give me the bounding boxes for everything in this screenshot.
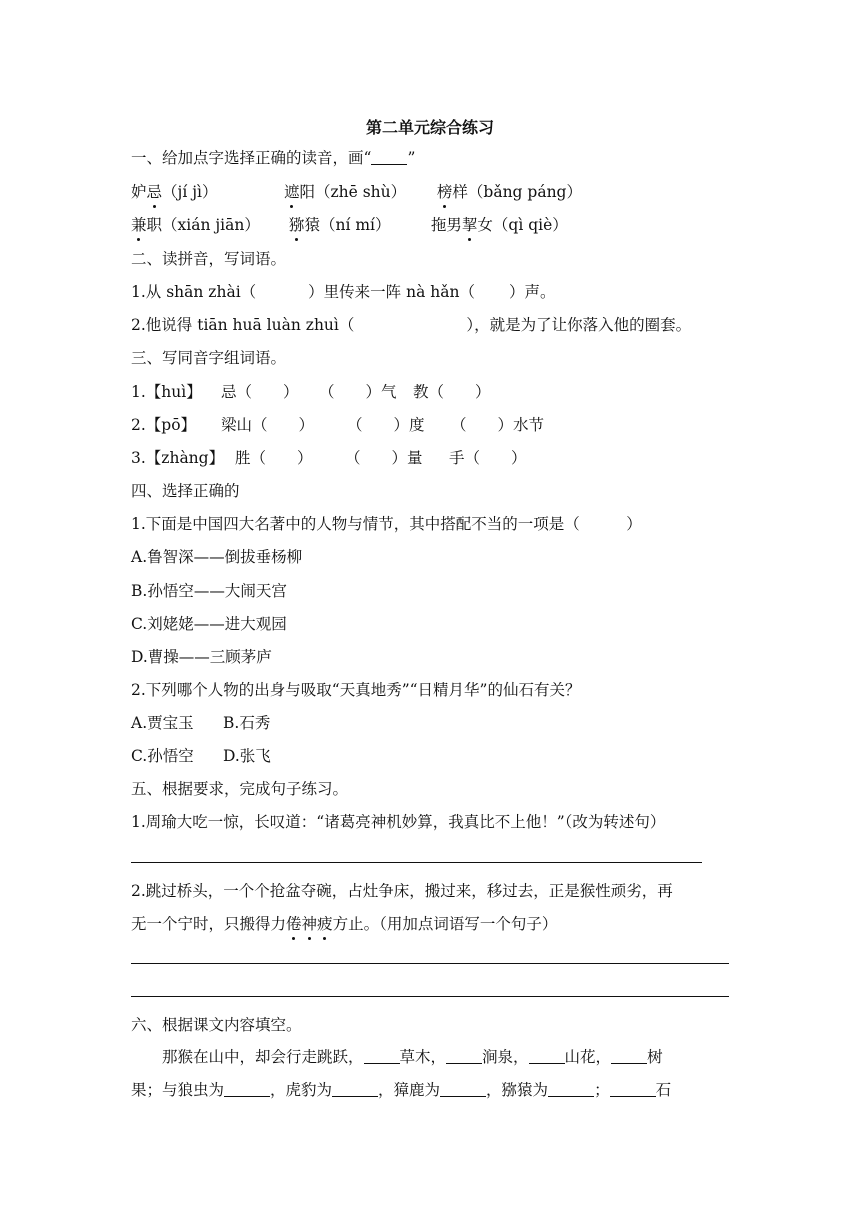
homophone-row-2: [131, 414, 544, 436]
section-1-heading-text: 一、给加点字选择正确的读音，画“: [131, 149, 372, 167]
answer-blank[interactable]: [364, 1047, 400, 1064]
answer-blank[interactable]: [610, 1080, 656, 1097]
section-3-heading: 三、写同音字组词语。: [131, 349, 287, 367]
dotted-char: 倦: [286, 915, 302, 933]
fill-word: （ ）度: [347, 416, 425, 434]
section-1-row-2: [131, 214, 568, 236]
passage-text: 果；与狼虫为: [131, 1081, 225, 1099]
word-post: 阳: [299, 183, 315, 201]
q-text: ），就是为了让你落入他的圈套。: [466, 316, 692, 334]
sentence-question-2-line-1: 2.跳过桥头，一个个抢盆夺碗，占灶争床，搬过来，移过去，正是猴性顽劣，再: [131, 882, 673, 900]
pinyin-options: （bǎng páng）: [467, 183, 582, 201]
question-2-options-row-2: [131, 745, 271, 767]
option-b[interactable]: B.石秀: [223, 714, 271, 732]
word-item-2: [284, 181, 432, 203]
fill-passage-line-2: [131, 1079, 671, 1101]
fill-passage-line-1: [162, 1046, 663, 1068]
q-text: ）里传来一阵 nà hǎn（: [308, 283, 475, 301]
option-a[interactable]: A.贾宝玉: [131, 714, 194, 732]
fill-word: 手（ ）: [449, 449, 527, 467]
passage-text: 树: [647, 1048, 663, 1066]
answer-line[interactable]: [131, 862, 702, 863]
fill-word: （ ）气: [319, 383, 397, 401]
page-title: 第二单元综合练习: [365, 118, 494, 137]
fill-word: （ ）量: [345, 449, 423, 467]
pinyin-options: （zhē shù）: [314, 183, 407, 201]
answer-line[interactable]: [131, 963, 729, 964]
section-1-row-1: [131, 181, 582, 203]
q-text: 2.他说得 tiān huā luàn zhuì（: [131, 316, 355, 334]
word-post: 样: [452, 183, 468, 201]
dotted-char: 猕: [288, 216, 305, 234]
pinyin-options: （jí jì）: [162, 183, 218, 201]
dotted-char: 疲: [317, 915, 333, 933]
fill-word: 教（ ）: [413, 383, 491, 401]
section-1-heading-end: ”: [407, 149, 416, 167]
answer-blank[interactable]: [611, 1047, 647, 1064]
homophone-row-3: [131, 447, 527, 469]
passage-text: 山花，: [564, 1048, 612, 1066]
word-pre: 拖男: [430, 216, 462, 234]
sentence-question-2-line-2: [131, 913, 557, 935]
passage-text: ；: [594, 1081, 610, 1099]
pinyin-options: （qì qiè）: [492, 216, 568, 234]
section-4-heading: 四、选择正确的: [131, 482, 240, 500]
word-pre: 妒: [131, 183, 147, 201]
word-item-6: [431, 214, 568, 236]
q-text: 1.从 shān zhài（: [131, 283, 257, 301]
word-post: 职: [146, 216, 163, 234]
section-1-heading: [131, 147, 415, 169]
option-b[interactable]: B.孙悟空——大闹天宫: [131, 582, 287, 600]
pinyin-options: （xián jiān）: [162, 216, 260, 234]
homophone-row-1: [131, 381, 491, 403]
word-item-3: [437, 181, 582, 203]
passage-text: ，獐鹿为: [378, 1081, 441, 1099]
passage-text: ，猕猿为: [486, 1081, 549, 1099]
pinyin-tag: 1.【huì】: [131, 383, 202, 401]
word-post: 猿: [304, 216, 320, 234]
passage-text: 涧泉，: [482, 1048, 529, 1066]
fill-word: 忌（ ）: [221, 383, 299, 401]
answer-blank[interactable]: [446, 1047, 482, 1064]
dotted-char: 榜: [436, 183, 453, 201]
word-post: 女: [477, 216, 493, 234]
answer-blank[interactable]: [224, 1080, 270, 1097]
passage-text: 那猴在山中，却会行走跳跃，: [162, 1048, 364, 1066]
section-5-heading: 五、根据要求，完成句子练习。: [131, 780, 349, 798]
dotted-char: 挈: [461, 216, 478, 234]
passage-text: ，虎豹为: [270, 1081, 333, 1099]
passage-text: 石: [655, 1081, 672, 1099]
answer-blank[interactable]: [440, 1080, 486, 1097]
answer-line[interactable]: [131, 996, 729, 997]
q-text: ）声。: [508, 283, 556, 301]
option-d[interactable]: D.曹操——三顾茅庐: [131, 648, 272, 666]
fill-word: 梁山（ ）: [221, 416, 315, 434]
answer-blank[interactable]: [529, 1047, 565, 1064]
pinyin-tag: 3.【zhàng】: [131, 449, 225, 467]
pinyin-tag: 2.【pō】: [131, 416, 197, 434]
choice-question-1: 1.下面是中国四大名著中的人物与情节，其中搭配不当的一项是（ ）: [131, 515, 642, 533]
dotted-char: 神: [301, 915, 318, 933]
option-d[interactable]: D.张飞: [223, 747, 271, 765]
answer-blank[interactable]: [548, 1080, 594, 1097]
word-item-5: [289, 214, 426, 236]
section-2-question-2: [131, 314, 691, 336]
sentence-question-1: 1.周瑜大吃一惊，长叹道：“诸葛亮神机妙算，我真比不上他！”（改为转述句）: [131, 813, 666, 831]
fill-word: （ ）水节: [451, 416, 545, 434]
option-c[interactable]: C.孙悟空: [131, 747, 194, 765]
q-text: 无一个宁时，只搬得力: [131, 915, 287, 933]
question-2-options-row-1: [131, 712, 270, 734]
q-text: 方止。（用加点词语写一个句子）: [332, 915, 558, 933]
word-item-4: [131, 214, 284, 236]
section-2-heading: 二、读拼音，写词语。: [131, 250, 287, 268]
choice-question-2: 2.下列哪个人物的出身与吸取“天真地秀”“日精月华”的仙石有关？: [131, 681, 581, 699]
dotted-char: 忌: [146, 183, 163, 201]
dotted-char: 兼: [131, 216, 147, 234]
dotted-char: 遮: [283, 183, 300, 201]
fill-word: 胜（ ）: [235, 449, 313, 467]
word-item-1: [131, 181, 279, 203]
answer-blank[interactable]: [332, 1080, 378, 1097]
pinyin-options: （ní mí）: [319, 216, 391, 234]
section-6-heading: 六、根据课文内容填空。: [131, 1016, 302, 1034]
passage-text: 草木，: [399, 1048, 447, 1066]
section-2-question-1: [131, 281, 555, 303]
answer-blank[interactable]: [371, 148, 407, 165]
option-a[interactable]: A.鲁智深——倒拔垂杨柳: [131, 548, 303, 566]
option-c[interactable]: C.刘姥姥——进大观园: [131, 615, 287, 633]
